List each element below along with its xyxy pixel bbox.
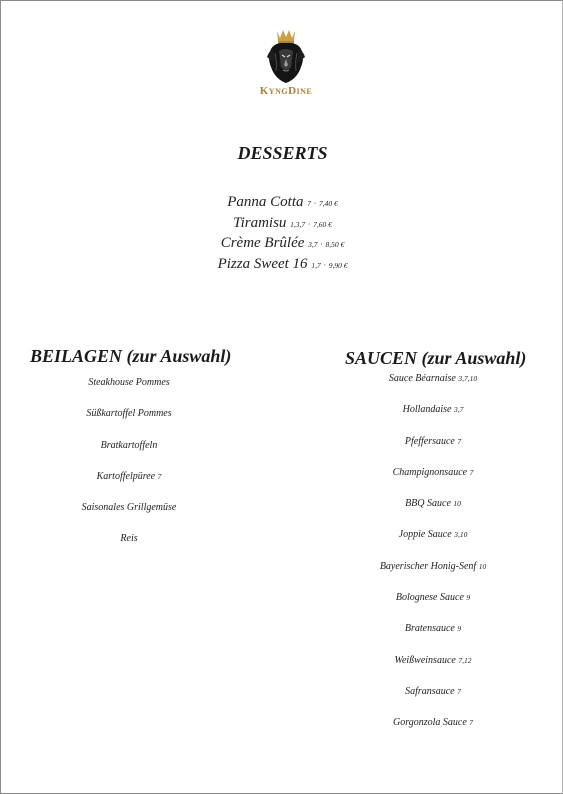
dessert-name: Pizza Sweet 16	[217, 255, 308, 272]
item-allergens: 10	[478, 561, 487, 571]
list-item	[333, 528, 533, 559]
dessert-item	[1, 193, 563, 214]
item-name: Saisonales Grillgemüse	[81, 502, 177, 514]
item-name: Hollandaise	[402, 404, 452, 416]
item-name: Sauce Béarnaise	[388, 373, 456, 384]
list-item	[333, 403, 533, 434]
item-allergens: 10	[453, 499, 461, 509]
item-name: Champignonsauce	[392, 466, 468, 478]
dessert-price: 7,40 €	[319, 199, 338, 208]
dessert-item	[1, 255, 563, 276]
list-item	[333, 716, 533, 747]
dessert-item	[1, 234, 563, 255]
dessert-allergens: 7	[307, 199, 311, 208]
dessert-price: 7,60 €	[313, 219, 332, 229]
lion-crown-icon	[261, 27, 311, 85]
item-name: Weißweinsauce	[394, 654, 456, 666]
desserts-title: DESSERTS	[237, 143, 328, 163]
list-item	[333, 560, 533, 591]
item-allergens: 3,7	[454, 405, 464, 415]
item-allergens: 7,12	[458, 655, 472, 665]
dessert-allergens: 1,7	[311, 260, 321, 270]
list-item	[333, 654, 533, 685]
item-name: Steakhouse Pommes	[88, 377, 170, 388]
list-item	[333, 466, 533, 497]
item-name: Kartoffelpüree	[96, 470, 156, 482]
list-item	[333, 435, 533, 466]
dessert-name: Crème Brûlée	[220, 235, 305, 251]
saucen-list	[333, 372, 533, 748]
item-name: BBQ Sauce	[405, 498, 451, 510]
dessert-price: 8,50 €	[325, 240, 345, 249]
dessert-allergens: 1,3,7	[290, 219, 306, 229]
list-item	[333, 372, 533, 403]
item-name: Safransauce	[405, 685, 455, 697]
list-item	[333, 497, 533, 528]
dessert-name: Tiramisu	[233, 214, 287, 231]
dessert-item	[1, 214, 563, 235]
item-allergens: 7	[457, 686, 461, 696]
item-allergens: 7	[157, 471, 162, 481]
item-allergens: 7	[469, 718, 474, 728]
item-allergens: 7	[457, 436, 462, 446]
item-name: Reis	[120, 533, 138, 545]
dessert-separator: ·	[320, 240, 323, 249]
list-item	[29, 376, 229, 407]
beilagen-title: BEILAGEN (zur Auswahl)	[30, 346, 232, 366]
item-allergens: 9	[466, 593, 471, 603]
dessert-price: 9,90 €	[328, 260, 348, 270]
item-name: Pfeffersauce	[404, 435, 455, 447]
desserts-list	[1, 193, 563, 275]
list-item	[29, 532, 229, 563]
dessert-separator: ·	[323, 260, 326, 270]
brand-logo	[249, 27, 323, 97]
dessert-separator: ·	[314, 199, 316, 208]
item-name: Gorgonzola Sauce	[392, 717, 467, 729]
item-allergens: 7	[469, 467, 474, 477]
item-allergens: 3,10	[454, 530, 468, 540]
item-name: Bayerischer Honig-Senf	[379, 560, 477, 572]
beilagen-list	[29, 376, 229, 564]
item-name: Joppie Sauce	[398, 529, 452, 541]
item-name: Bolognese Sauce	[395, 592, 464, 604]
list-item	[333, 685, 533, 716]
list-item	[333, 622, 533, 653]
item-name: Süßkartoffel Pommes	[86, 408, 172, 420]
brand-name: KyngDine	[259, 85, 313, 97]
list-item	[29, 439, 229, 470]
item-allergens: 3,7,10	[458, 374, 478, 383]
item-name: Bratkartoffeln	[100, 439, 158, 451]
item-name: Bratensauce	[404, 623, 455, 635]
list-item	[29, 407, 229, 438]
dessert-allergens: 3,7	[308, 240, 318, 249]
dessert-separator: ·	[308, 219, 311, 229]
dessert-name: Panna Cotta	[227, 194, 304, 210]
saucen-title: SAUCEN (zur Auswahl)	[345, 348, 527, 368]
list-item	[29, 470, 229, 501]
list-item	[333, 591, 533, 622]
item-allergens: 9	[457, 624, 462, 634]
list-item	[29, 501, 229, 532]
